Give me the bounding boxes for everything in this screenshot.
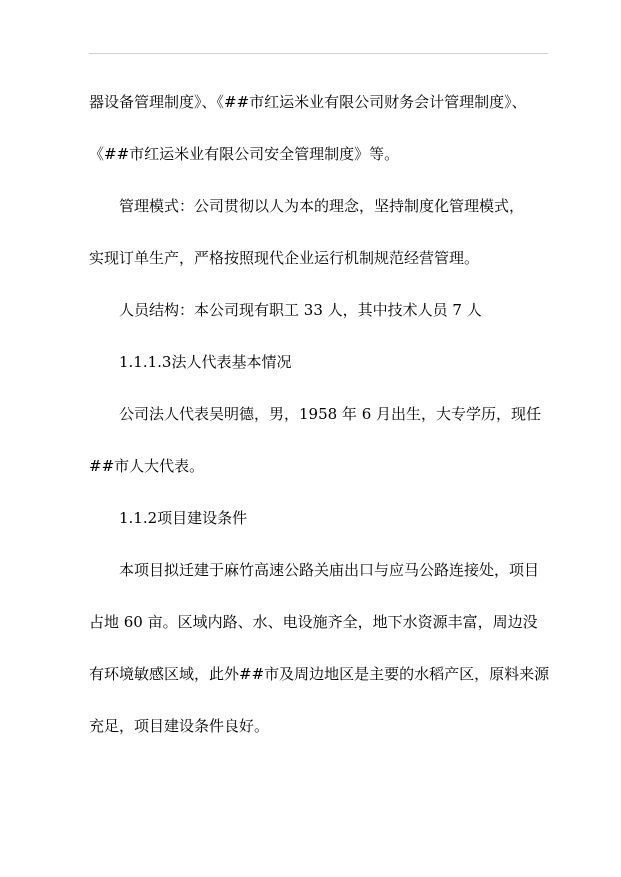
paragraph-line: 实现订单生产，严格按照现代企业运行机制规范经营管理。	[89, 249, 480, 267]
section-heading: 1.1.2项目建设条件	[119, 509, 248, 527]
paragraph-line: 公司法人代表吴明德，男，1958 年 6 月出生，大专学历，现任	[119, 405, 542, 423]
paragraph-line: 《##市红运米业有限公司安全管理制度》等。	[89, 145, 400, 163]
paragraph-line: ##市人大代表。	[89, 457, 205, 475]
paragraph-line: 管理模式：公司贯彻以人为本的理念，坚持制度化管理模式，	[119, 197, 525, 215]
paragraph-line: 人员结构：本公司现有职工 33 人，其中技术人员 7 人	[119, 301, 482, 319]
header-rule	[89, 53, 548, 54]
paragraph-line: 器设备管理制度》、《##市红运米业有限公司财务会计管理制度》、	[89, 93, 527, 111]
section-heading: 1.1.1.3法人代表基本情况	[119, 353, 292, 371]
paragraph-line: 占地 60 亩。区域内路、水、电设施齐全，地下水资源丰富，周边没	[89, 613, 538, 631]
paragraph-line: 有环境敏感区域，此外##市及周边地区是主要的水稻产区，原料来源	[89, 665, 550, 683]
paragraph-line: 本项目拟迁建于麻竹高速公路关庙出口与应马公路连接处，项目	[119, 561, 540, 579]
paragraph-line: 充足，项目建设条件良好。	[89, 717, 270, 735]
